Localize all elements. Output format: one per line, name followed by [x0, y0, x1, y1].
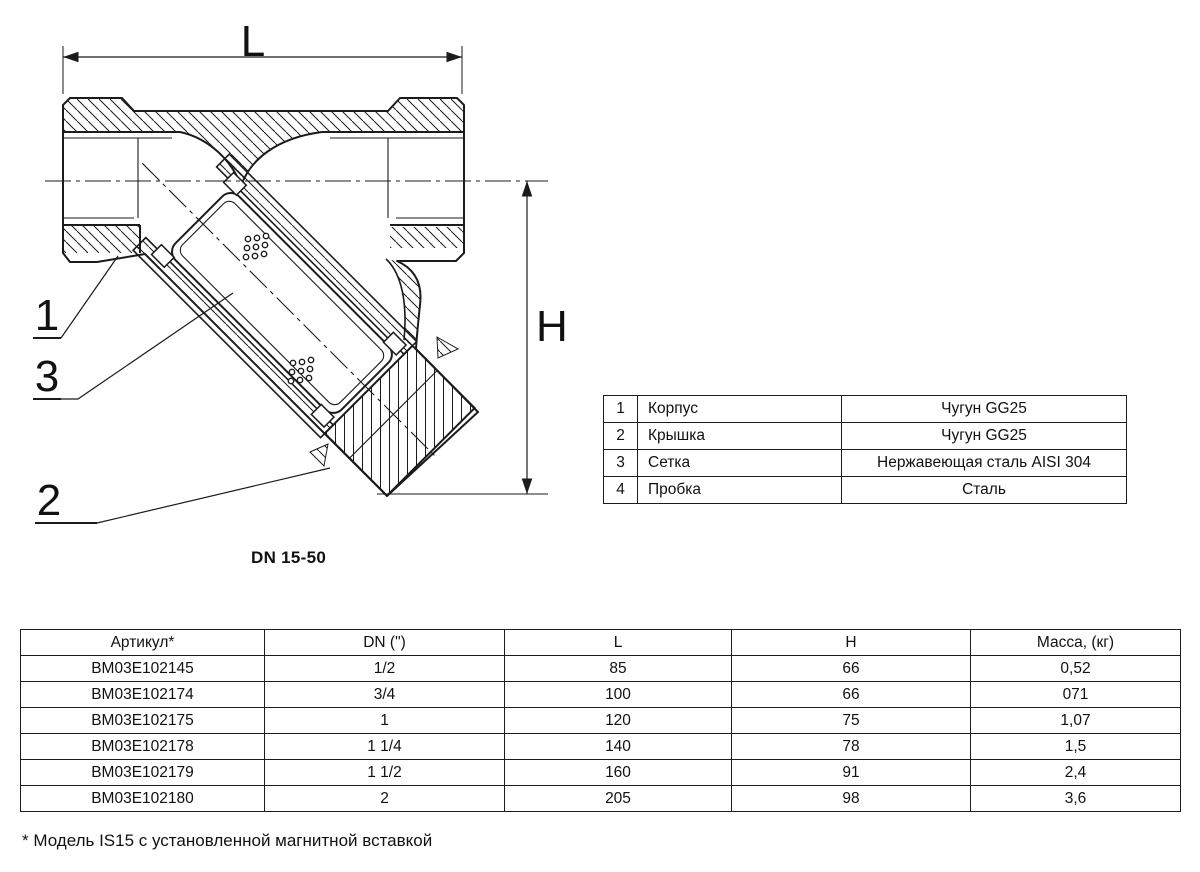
cell-l: 205: [505, 786, 732, 812]
cell-dn: 1 1/4: [265, 734, 505, 760]
col-header-article: Артикул*: [21, 630, 265, 656]
dim-label-H: H: [536, 302, 568, 351]
table-row: [21, 682, 1181, 708]
cell-h: 91: [732, 760, 971, 786]
table-row: [21, 708, 1181, 734]
table-row: [604, 396, 1127, 423]
cell-mass: 3,6: [971, 786, 1181, 812]
parts-materials-table: [603, 395, 1127, 504]
cell-dn: 1/2: [265, 656, 505, 682]
cell-l: 140: [505, 734, 732, 760]
part-material: Сталь: [842, 477, 1127, 504]
part-number: 3: [604, 450, 638, 477]
callout-3-label: 3: [34, 352, 60, 401]
cell-mass: 0,52: [971, 656, 1181, 682]
table-row: [21, 734, 1181, 760]
part-material: Чугун GG25: [842, 423, 1127, 450]
cell-article: BM03E102174: [21, 682, 265, 708]
col-header-dn: DN ("): [265, 630, 505, 656]
cell-h: 66: [732, 656, 971, 682]
part-name: Крышка: [638, 423, 842, 450]
cell-l: 100: [505, 682, 732, 708]
cell-mass: 1,07: [971, 708, 1181, 734]
table-row: [604, 477, 1127, 504]
callout-1-label: 1: [34, 291, 60, 340]
col-header-l: L: [505, 630, 732, 656]
cell-article: BM03E102175: [21, 708, 265, 734]
cell-mass: 1,5: [971, 734, 1181, 760]
dn-range-label: DN 15-50: [251, 548, 327, 567]
cell-article: BM03E102179: [21, 760, 265, 786]
table-row: [21, 786, 1181, 812]
part-number: 1: [604, 396, 638, 423]
cell-h: 78: [732, 734, 971, 760]
part-name: Пробка: [638, 477, 842, 504]
cell-mass: 2,4: [971, 760, 1181, 786]
col-header-mass: Масса, (кг): [971, 630, 1181, 656]
part-name: Сетка: [638, 450, 842, 477]
spec-header-row: [21, 630, 1181, 656]
cell-dn: 3/4: [265, 682, 505, 708]
table-row: [604, 423, 1127, 450]
callout-2: [35, 468, 330, 525]
cell-h: 98: [732, 786, 971, 812]
cell-dn: 1: [265, 708, 505, 734]
specifications-table: [20, 629, 1181, 812]
cell-dn: 2: [265, 786, 505, 812]
cell-l: 120: [505, 708, 732, 734]
cell-l: 160: [505, 760, 732, 786]
part-material: Чугун GG25: [842, 396, 1127, 423]
cell-mass: 071: [971, 682, 1181, 708]
cell-article: BM03E102180: [21, 786, 265, 812]
table-row: [604, 450, 1127, 477]
cell-dn: 1 1/2: [265, 760, 505, 786]
cell-article: BM03E102145: [21, 656, 265, 682]
table-row: [21, 656, 1181, 682]
table-row: [21, 760, 1181, 786]
part-material: Нержавеющая сталь AISI 304: [842, 450, 1127, 477]
cell-article: BM03E102178: [21, 734, 265, 760]
model-footnote: * Модель IS15 с установленной магнитной вставкой: [22, 831, 433, 850]
part-number: 2: [604, 423, 638, 450]
callout-1: [33, 256, 118, 340]
cell-l: 85: [505, 656, 732, 682]
cell-h: 66: [732, 682, 971, 708]
part-number: 4: [604, 477, 638, 504]
valve-section-drawing: [0, 0, 580, 580]
col-header-h: H: [732, 630, 971, 656]
dim-label-L: L: [240, 17, 266, 66]
part-name: Корпус: [638, 396, 842, 423]
cell-h: 75: [732, 708, 971, 734]
callout-2-label: 2: [36, 476, 62, 525]
